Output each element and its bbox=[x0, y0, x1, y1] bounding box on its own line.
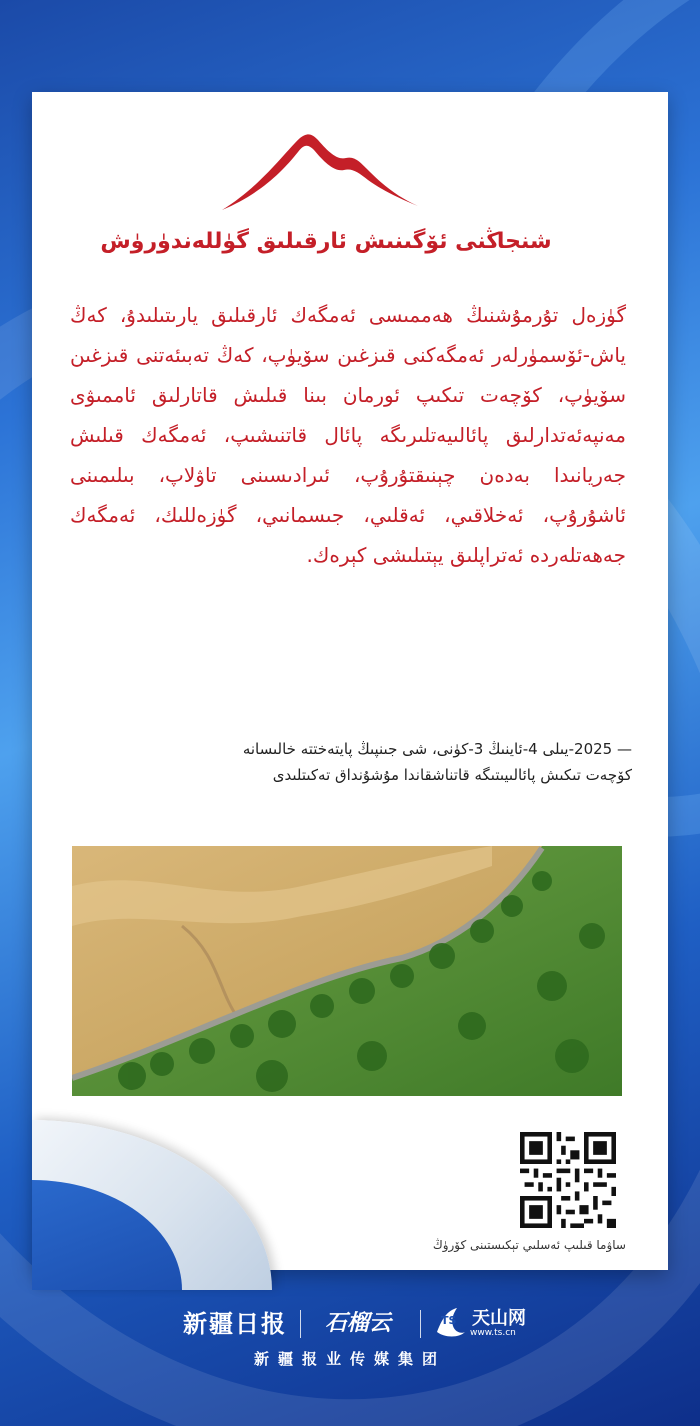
qr-caption: ساۋما قىلىپ ئەسلىي تېكىستىنى كۆرۈڭ bbox=[432, 1238, 626, 1252]
page-title: شنجاڭنى ئۆگىنىش ئارقىلىق گۈللەندۈرۈش bbox=[100, 229, 552, 254]
footer bbox=[0, 1302, 700, 1392]
brand-tianshan-net[interactable]: 天山网 bbox=[472, 1308, 526, 1329]
photo-illustration bbox=[72, 846, 622, 1096]
footer-divider bbox=[420, 1310, 421, 1338]
group-name: 新疆报业传媒集团 bbox=[253, 1350, 446, 1368]
source-line-2: كۆچەت تىكىش پائالىيىتىگە قاتناشقاندا مۇشۇنداق تەكىتلىدى bbox=[272, 766, 632, 784]
tianshan-logo-icon bbox=[433, 1302, 469, 1338]
footer-divider bbox=[300, 1310, 301, 1338]
brand-tianshan-url: www.ts.cn bbox=[470, 1328, 516, 1338]
qr-code-icon[interactable] bbox=[520, 1132, 616, 1228]
body-paragraph: گۈزەل تۇرمۇشنىڭ ھەممىسى ئەمگەك ئارقىلىق يارىتىلىدۇ، كەڭ ياش-ئۆسمۈرلەر ئەمگەكنى قىزغىن سۆيۈپ، كەڭ تەبىئەتنى قىزغىن سۆيۈپ، كۆچەت تىكىپ ئورمان بىنا قىلىش قاتارلىق ئاممىۋى مەنپەئەتدارلىق پائالىيەتلىرىگە پائال قاتنىشىپ، ئەمگەك قىلىش جەريانىدا بەدەن چېنىقتۇرۇپ، ئىرادىسىنى تاۋلاپ، بىلىمىنى ئاشۇرۇپ، ئەخلاقىي، ئەقلىي، جىسمانىي، گۈزەللىك، ئەمگەك جەھەتلەردە ئەتراپلىق يېتىلىشى كېرەك. bbox=[70, 303, 626, 567]
source-line-1: — 2025-يىلى 4-ئاينىڭ 3-كۈنى، شى جىنپىڭ پايتەختتە خالىسانە bbox=[242, 740, 632, 758]
brand-xinjiang-daily[interactable]: 新疆日报 bbox=[183, 1309, 287, 1338]
mountain-logo-icon bbox=[220, 132, 420, 212]
brand-shiliuyun[interactable]: 石榴云 bbox=[325, 1310, 392, 1336]
desert-greenbelt-photo bbox=[72, 846, 622, 1096]
svg-text:TS: TS bbox=[441, 1314, 457, 1327]
source-note bbox=[150, 736, 632, 788]
